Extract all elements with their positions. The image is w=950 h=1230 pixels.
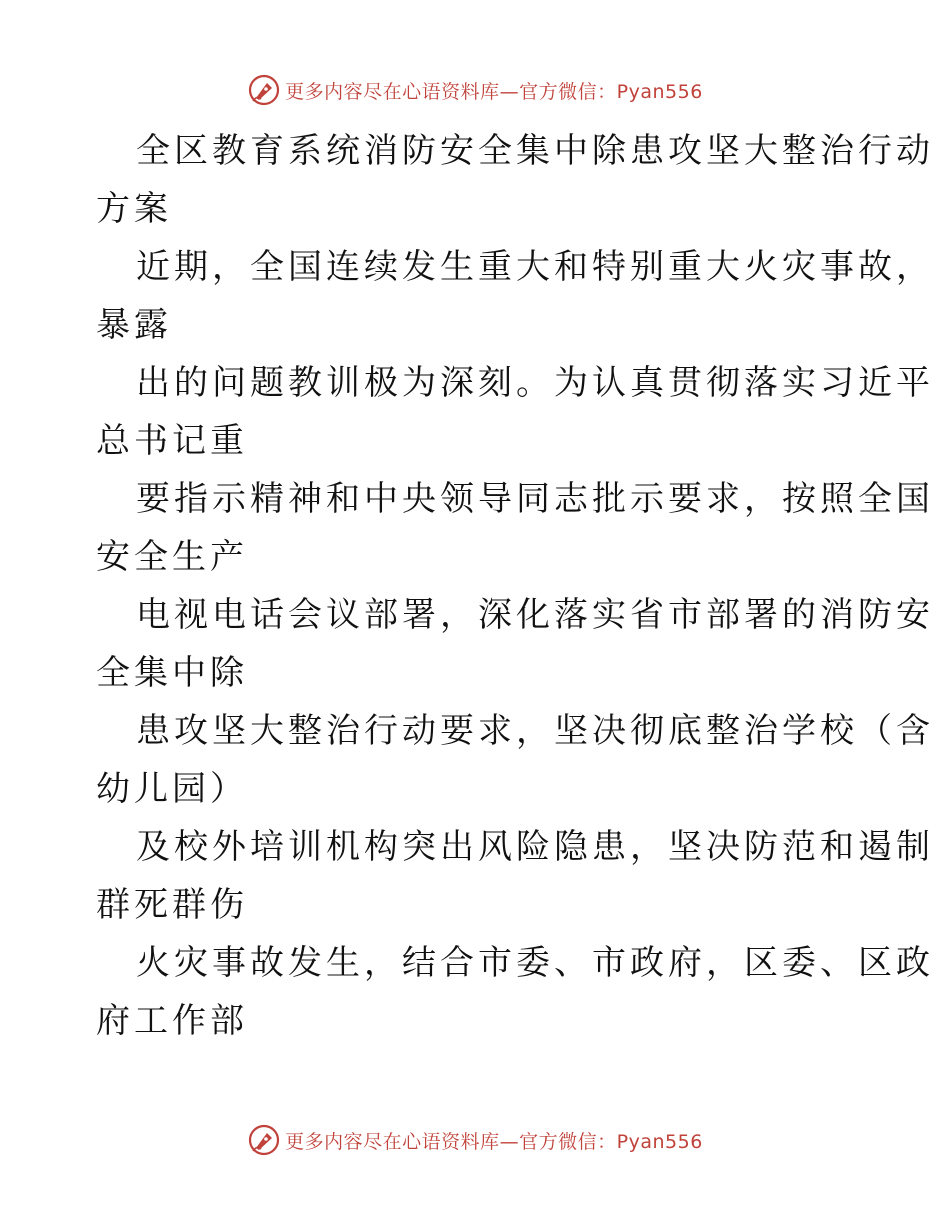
text-line: 患攻坚大整治行动要求，坚决彻底整治学校（含 [136,711,934,751]
header-watermark-text: 更多内容尽在心语资料库—官方微信：Pyan556 [285,80,703,103]
document-body [96,122,934,1050]
text-line: 安全生产 [96,537,248,577]
text-line: 府工作部 [96,1001,248,1041]
text-line: 及校外培训机构突出风险隐患，坚决防范和遏制 [136,827,934,867]
text-line: 出的问题教训极为深刻。为认真贯彻落实习近平 [136,363,934,403]
text-line: 幼儿园） [96,769,248,809]
text-line: 群死群伤 [96,885,248,925]
text-line: 近期，全国连续发生重大和特别重大火灾事故， [136,247,934,287]
text-line: 电视电话会议部署，深化落实省市部署的消防安 [136,595,934,635]
text-line: 全区教育系统消防安全集中除患攻坚大整治行动 [136,131,934,171]
pen-nib-logo-icon [247,1123,281,1157]
text-line: 暴露 [96,305,172,345]
text-line: 方案 [96,189,172,229]
text-line: 全集中除 [96,653,248,693]
header-watermark [0,70,950,110]
text-line: 火灾事故发生，结合市委、市政府，区委、区政 [136,943,934,983]
pen-nib-logo-icon [247,73,281,107]
text-line: 要指示精神和中央领导同志批示要求，按照全国 [136,479,934,519]
footer-watermark-text: 更多内容尽在心语资料库—官方微信：Pyan556 [285,1130,703,1153]
footer-watermark [0,1120,950,1160]
text-line: 总书记重 [96,421,248,461]
